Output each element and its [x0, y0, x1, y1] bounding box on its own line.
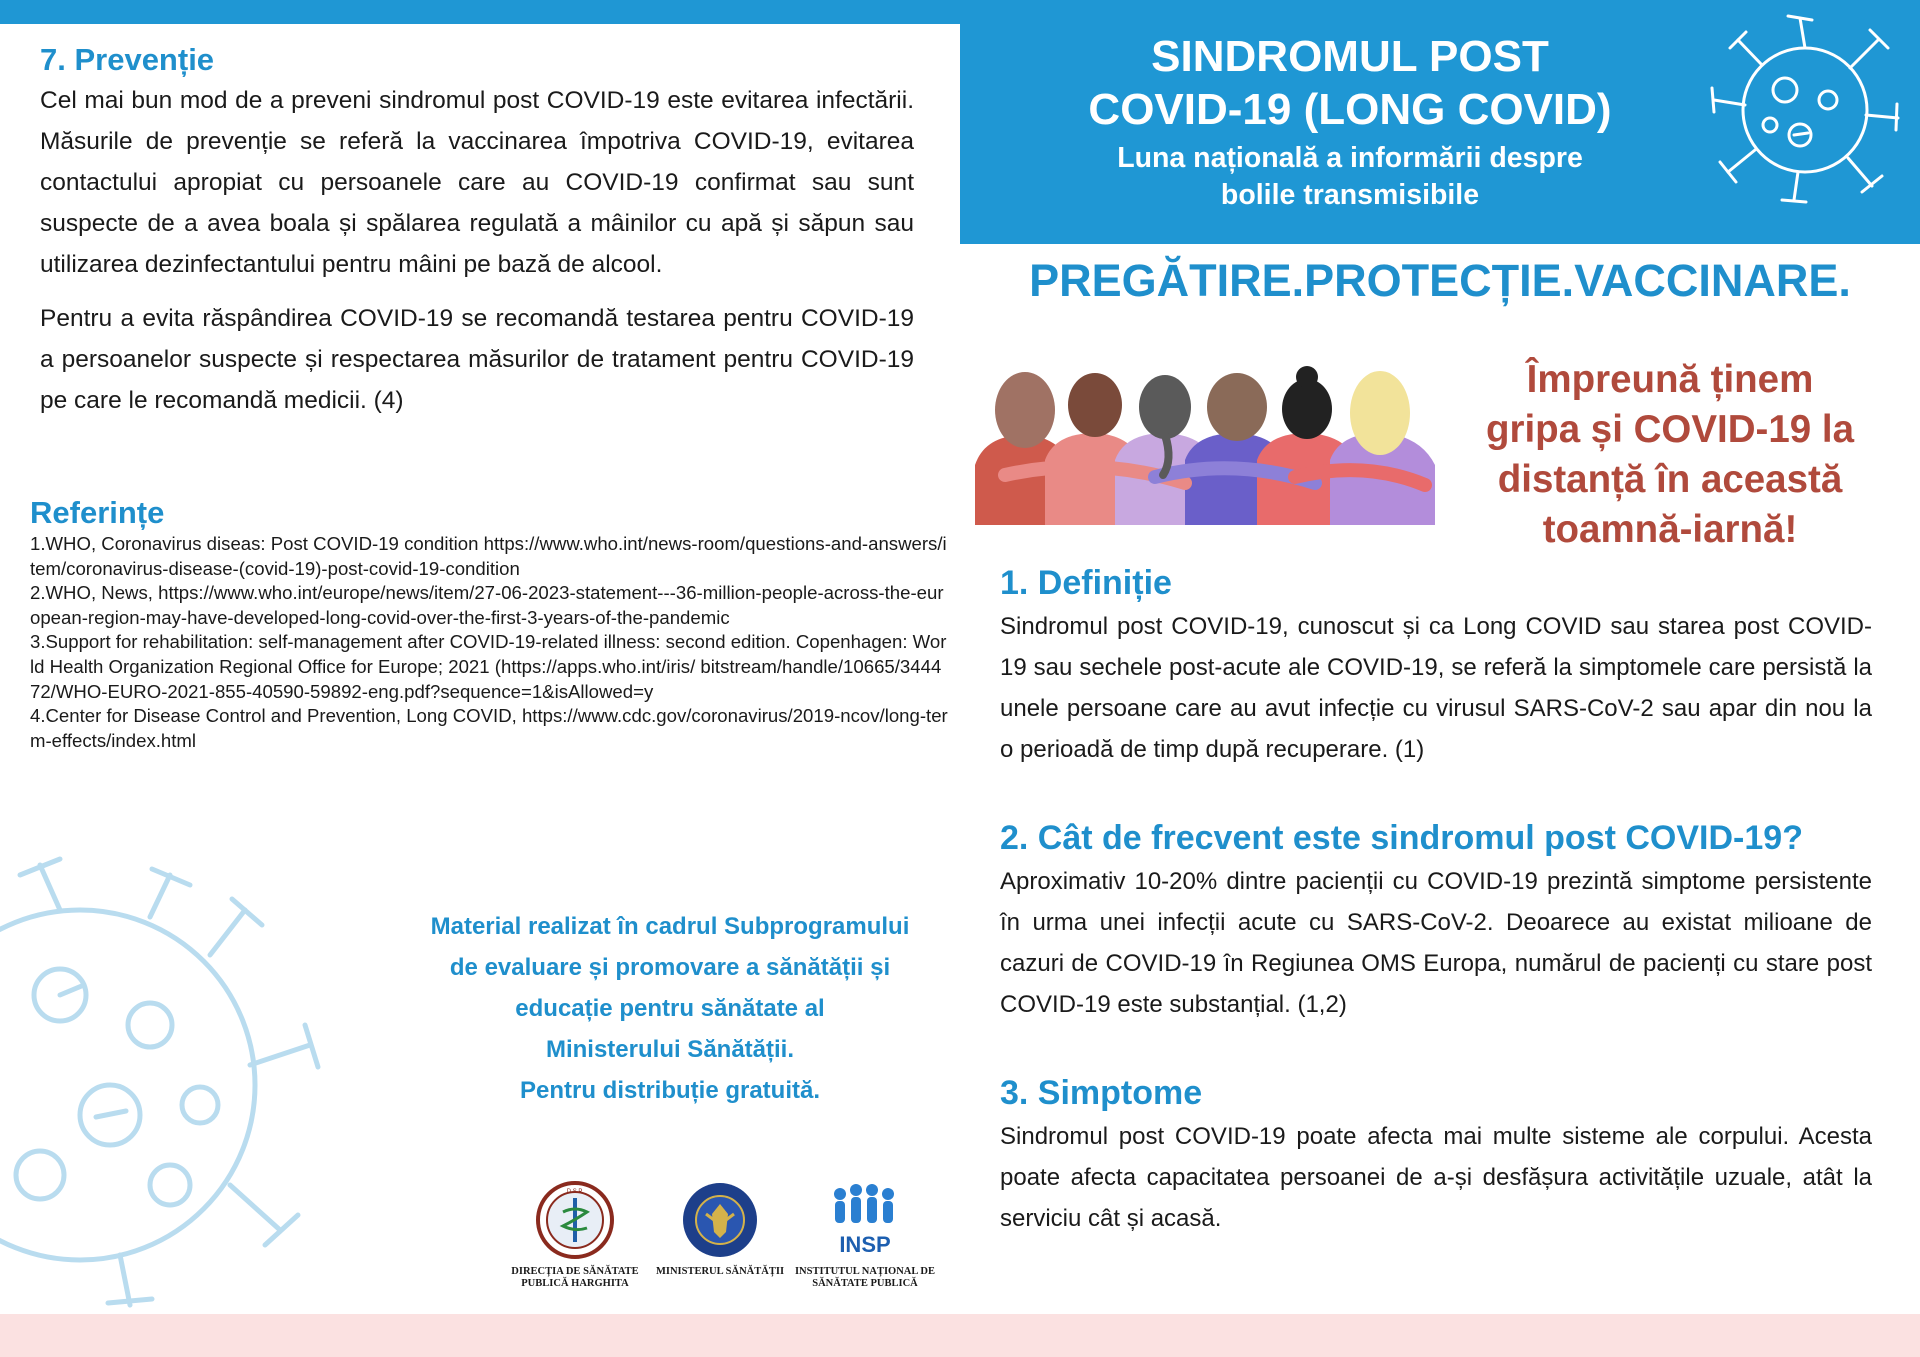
virus-outline-icon [0, 855, 360, 1315]
header-subtitle-line-2: bolile transmisibile [1220, 179, 1480, 211]
material-line-5: Pentru distribuție gratuită. [519, 1077, 821, 1104]
references-section [30, 494, 950, 753]
prevention-paragraph-2: Pentru a evita răspândirea COVID-19 se recomandă testarea pentru COVID-19 a persoanelor suspecte și respectarea măsurilor de tratament pentru COVID-19 pe care le recomandă medicii. (4) [40, 305, 914, 414]
top-accent-strip [0, 0, 960, 24]
section-symptoms [1000, 1070, 1872, 1239]
reference-item-2: 2.WHO, News, https://www.who.int/europe/news/item/27-06-2023-statement---36-million-people-across-the-european-region-may-have-developed-long-covid-over-the-first-3-years-of-the-pandemic [30, 582, 944, 628]
header-title-line-1: SINDROMUL POST [1151, 32, 1549, 81]
logo-ministerul-sanatatii [645, 1180, 795, 1278]
together-line-3: distanță în această [1497, 458, 1843, 501]
reference-item-3: 3.Support for rehabilitation: self-management after COVID-19-related illness: second edition. Copenhagen: World Health Organization Regional Office for Europe; 2021 (https://apps.who.int/iris/ bitstream/handle/10665/344472/WHO-EURO-2021-855-40590-59892-eng.pdf?sequence=1&isAllowed=y [30, 631, 947, 702]
svg-text:INSP: INSP [839, 1232, 891, 1257]
logo-dsp-caption: DIRECȚIA DE SĂNĂTATE PUBLICĂ HARGHITA [511, 1266, 639, 1289]
prevention-title: 7. Prevenție [40, 42, 215, 77]
svg-text:D.S.P.: D.S.P. [566, 1189, 584, 1195]
section-frequency-title: 2. Cât de frecvent este sindromul post COVID-19? [1000, 819, 1803, 857]
section-frequency [1000, 815, 1872, 1025]
virus-outline-icon [1700, 0, 1910, 210]
material-line-4: Ministerului Sănătății. [545, 1036, 795, 1063]
guvernul-romaniei-seal-icon [680, 1180, 760, 1260]
together-line-2: gripa și COVID-19 la [1485, 408, 1854, 451]
references-list [30, 532, 950, 753]
section-frequency-text: Aproximativ 10-20% dintre pacienții cu COVID-19 prezintă simptome persistente în urma unei infecții acute cu SARS-CoV-2. Deoarece au existat milioane de cazuri de COVID-19 în Regiunea OMS Europa, numărul de pacienți cu stare post COVID-19 este substanțial. (1,2) [1000, 868, 1872, 1018]
section-symptoms-title: 3. Simptome [1000, 1074, 1203, 1112]
material-line-1: Material realizat în cadrul Subprogramului [430, 913, 910, 940]
references-title: Referințe [30, 495, 165, 530]
section-definition [1000, 560, 1872, 770]
section-definition-title: 1. Definiție [1000, 564, 1172, 602]
bottom-band [0, 1314, 1920, 1357]
material-line-2: de evaluare și promovare a sănătății și [449, 954, 891, 981]
people-group-hugging-illustration [975, 365, 1440, 525]
logo-dsp-harghita [500, 1180, 650, 1290]
reference-item-1: 1.WHO, Coronavirus diseas: Post COVID-19 condition https://www.who.int/news-room/questions-and-answers/item/coronavirus-disease-(covid-19)-post-covid-19-condition [30, 533, 947, 579]
reference-item-4: 4.Center for Disease Control and Prevention, Long COVID, https://www.cdc.gov/coronavirus/2019-ncov/long-term-effects/index.html [30, 705, 948, 751]
section-definition-text: Sindromul post COVID-19, cunoscut și ca Long COVID sau starea post COVID-19 sau sechele post-acute ale COVID-19, se referă la simptomele care persistă la unele persoane care au avut infecție cu virusul SARS-CoV-2 sau apar din nou la o perioadă de timp după recuperare. (1) [1000, 613, 1872, 763]
together-message [1440, 355, 1900, 555]
header-text [1020, 30, 1680, 214]
section-symptoms-text: Sindromul post COVID-19 poate afecta mai multe sisteme ale corpului. Acesta poate afecta capacitatea persoanei de a-și desfășura activitățile uzuale, atât la serviciu cât și acasă. [1000, 1123, 1872, 1232]
material-note [360, 906, 980, 1111]
material-line-3: educație pentru sănătate al [515, 995, 825, 1022]
prevention-section [40, 40, 914, 421]
info-sections [1000, 560, 1872, 1239]
logo-insp-caption: INSTITUTUL NAȚIONAL DE SĂNĂTATE PUBLICĂ [794, 1266, 936, 1289]
prevention-paragraph-1: Cel mai bun mod de a preveni sindromul post COVID-19 este evitarea infectării. Măsurile de prevenție se referă la vaccinarea împotriva COVID-19, evitarea contactului apropiat cu persoanele care au COVID-19 confirmat sau sunt suspecte de a avea boala și spălarea regulată a mâinilor cu apă și săpun sau utilizarea dezinfectantului pentru mâini pe bază de alcool. [40, 87, 914, 278]
slogan: PREGĂTIRE.PROTECȚIE.VACCINARE. [1029, 255, 1851, 306]
header-title-line-2: COVID-19 (LONG COVID) [1088, 85, 1612, 134]
together-line-1: Împreună ținem [1526, 358, 1814, 401]
together-line-4: toamnă-iarnă! [1542, 508, 1798, 551]
logo-ms-caption: MINISTERUL SĂNĂTĂȚII [655, 1266, 785, 1277]
insp-logo-icon [820, 1180, 910, 1260]
header-subtitle-line-1: Luna națională a informării despre [1117, 142, 1583, 174]
partner-logos [500, 1180, 950, 1300]
logo-insp [790, 1180, 940, 1290]
dsp-harghita-seal-icon [535, 1180, 615, 1260]
header-banner [960, 0, 1920, 244]
